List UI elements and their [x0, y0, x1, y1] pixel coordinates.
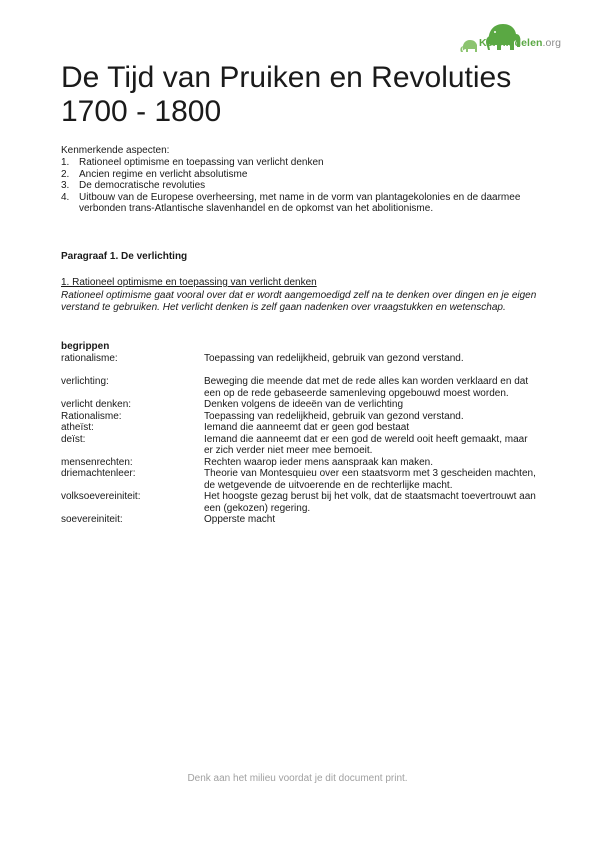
term-row: driemachtenleer: Theorie van Montesquieu over een staatsvorm met 3 gescheiden machten, de wetgevende de uitvoerende en de rechterlijke macht.: [61, 468, 536, 491]
term-row: Rationalisme: Toepassing van redelijkheid, gebruik van gezond verstand.: [61, 410, 464, 422]
kennisdelen-logo: [457, 16, 575, 60]
list-item: 1. Rationeel optimisme en toepassing van verlicht denken: [61, 157, 324, 168]
title-line-1: De Tijd van Pruiken en Revoluties: [61, 61, 512, 94]
term-row: volksoevereiniteit: Het hoogste gezag berust bij het volk, dat de staatsmacht toevertrouwt aan een (gekozen) regering.: [61, 491, 536, 514]
term-row: verlichting: Beweging die meende dat met de rede alles kan worden verklaard en dat een op de rede gebaseerde samenleving opgebouwd moest worden.: [61, 376, 529, 399]
begrippen-heading: begrippen: [61, 341, 110, 352]
kenmerkende-heading: Kenmerkende aspecten:: [61, 145, 170, 156]
list-item: 4. Uitbouw van de Europese overheersing, met name in de vorm van plantagekolonies en de daarmee verbonden trans-Atlantische slavenhandel en de opkomst van het abolitionisme.: [61, 191, 521, 214]
term-row: rationalisme: Toepassing van redelijkheid, gebruik van gezond verstand.: [61, 353, 464, 364]
list-item: 2. Ancien regime en verlicht absolutisme: [61, 168, 248, 180]
list-item: 3. De democratische revoluties: [61, 180, 206, 191]
term-row: mensenrechten: Rechten waarop ieder mens aanspraak kan maken.: [61, 456, 434, 468]
page-title: [61, 61, 561, 129]
kenmerkende-list: [61, 157, 541, 215]
title-line-2: 1700 - 1800: [61, 95, 222, 128]
section-subtitle: 1. Rationeel optimisme en toepassing van verlicht denken: [61, 277, 317, 288]
term-row: atheïst: Iemand die aanneemt dat er geen god bestaat: [61, 422, 410, 433]
terms-list: [61, 353, 541, 526]
term-row: soevereiniteit: Opperste macht: [61, 514, 276, 525]
logo-wordmark: Kennisdelen.org: [479, 37, 562, 49]
term-row: deïst: Iemand die aanneemt dat er een god de wereld ooit heeft gemaakt, maar er zich verder niet meer mee bemoeit.: [61, 433, 528, 456]
section-intro: Rationeel optimisme gaat vooral over dat er wordt aangemoedigd zelf na te denken over dingen en je eigen verstand te gebruiken. Het verlicht denken is zelf gaan nadenken over vraagstukken en wetenschap.: [61, 290, 537, 313]
footer-note: Denk aan het milieu voordat je dit document print.: [187, 773, 408, 784]
term-row: verlicht denken: Denken volgens de ideeën van de verlichting: [61, 399, 404, 410]
paragraph-title: Paragraaf 1. De verlichting: [61, 251, 188, 262]
